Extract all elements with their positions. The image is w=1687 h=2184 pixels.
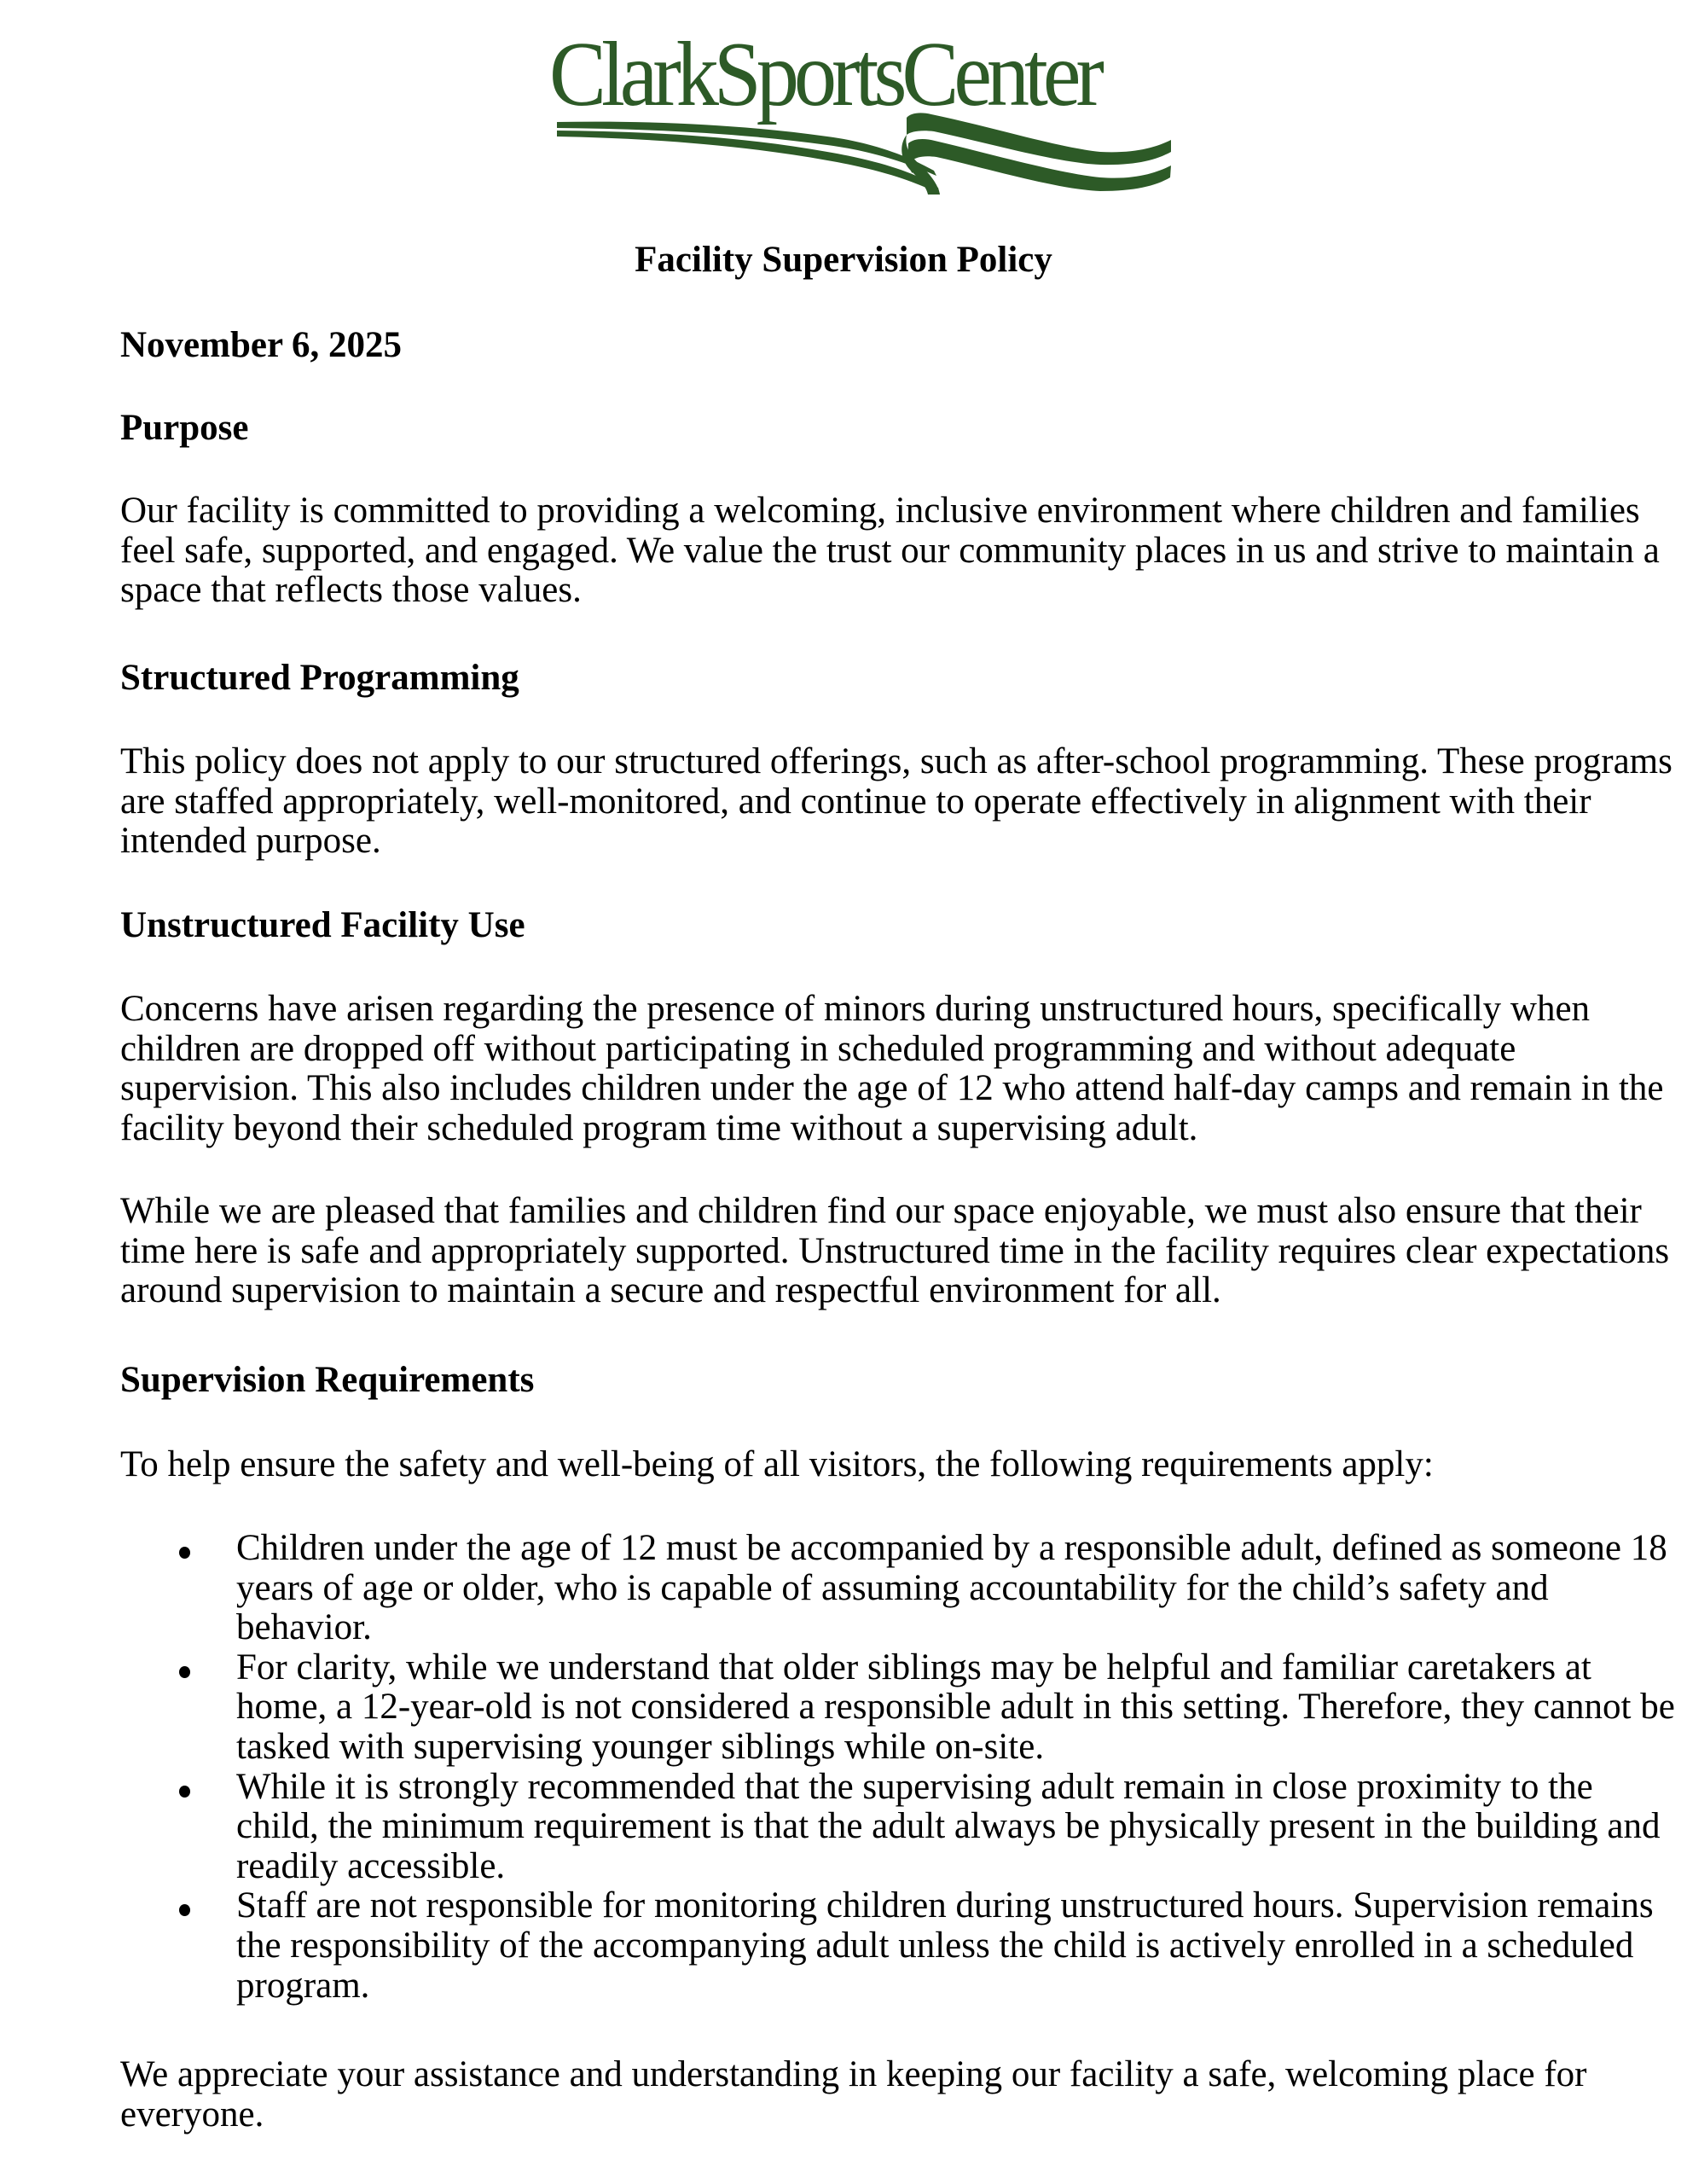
paragraph-line: space that reflects those values. xyxy=(120,570,582,611)
paragraph-line: This policy does not apply to our structured offerings, such as after-school programming. These programs xyxy=(120,741,1673,781)
section-heading-structured-programming: Structured Programming xyxy=(120,658,519,698)
supervision-requirements-intro xyxy=(120,1445,1587,1485)
list-item-line: While it is strongly recommended that the supervising adult remain in close proximity to the xyxy=(236,1766,1593,1807)
paragraph-line: Our facility is committed to providing a welcoming, inclusive environment where children and families xyxy=(120,491,1640,531)
section-heading-purpose: Purpose xyxy=(120,408,249,448)
document-date: November 6, 2025 xyxy=(120,325,403,365)
logo-swoosh-icon xyxy=(546,24,1177,229)
list-item-line: Staff are not responsible for monitoring children during unstructured hours. Supervision remains xyxy=(236,1885,1654,1926)
list-item-line: readily accessible. xyxy=(236,1845,506,1886)
list-item-line: For clarity, while we understand that older siblings may be helpful and familiar caretakers at xyxy=(236,1647,1591,1687)
unstructured-use-paragraph-2 xyxy=(120,1191,1670,1311)
bullet-icon xyxy=(179,1886,191,1926)
document-title: Facility Supervision Policy xyxy=(635,240,1052,280)
list-item-line: behavior. xyxy=(236,1607,372,1648)
paragraph-line: are staffed appropriately, well-monitored, and continue to operate effectively in alignment with their xyxy=(120,781,1591,822)
section-heading-unstructured-facility-use: Unstructured Facility Use xyxy=(120,905,525,945)
closing-paragraph xyxy=(120,2055,1587,2135)
bullet-icon xyxy=(179,1768,191,1808)
list-item-line: years of age or older, who is capable of assuming accountability for the child’s safety and xyxy=(236,1567,1549,1608)
bullet-icon xyxy=(179,1648,191,1688)
supervision-requirements-list xyxy=(120,1528,1675,2006)
list-item xyxy=(120,1647,1675,1768)
list-item xyxy=(120,1766,1661,1887)
paragraph-line: To help ensure the safety and well-being of all visitors, the following requirements apply: xyxy=(120,1444,1434,1484)
section-heading-supervision-requirements: Supervision Requirements xyxy=(120,1360,535,1400)
list-item xyxy=(120,1528,1667,1648)
logo-wordmark: ClarkSportsCenter xyxy=(549,24,1099,125)
paragraph-line: Concerns have arisen regarding the presence of minors during unstructured hours, specifically when xyxy=(120,989,1591,1029)
purpose-paragraph xyxy=(120,491,1660,611)
structured-programming-paragraph xyxy=(120,741,1673,862)
paragraph-line: facility beyond their scheduled program time without a supervising adult. xyxy=(120,1107,1198,1148)
paragraph-line: time here is safe and appropriately supported. Unstructured time in the facility requires clear expectations xyxy=(120,1230,1670,1271)
paragraph-line: supervision. This also includes children under the age of 12 who attend half-day camps and remain in the xyxy=(120,1068,1664,1109)
paragraph-line: everyone. xyxy=(120,2094,264,2135)
list-item-line: the responsibility of the accompanying adult unless the child is actively enrolled in a scheduled xyxy=(236,1925,1634,1966)
paragraph-line: feel safe, supported, and engaged. We value the trust our community places in us and strive to maintain a xyxy=(120,530,1660,571)
list-item-line: Children under the age of 12 must be accompanied by a responsible adult, defined as someone 18 xyxy=(236,1528,1667,1568)
list-item xyxy=(120,1885,1654,2006)
list-item-line: home, a 12-year-old is not considered a responsible adult in this setting. Therefore, they cannot be xyxy=(236,1687,1675,1728)
bullet-icon xyxy=(179,1529,191,1569)
paragraph-line: around supervision to maintain a secure and respectful environment for all. xyxy=(120,1270,1221,1311)
list-item-line: child, the minimum requirement is that the adult always be physically present in the building and xyxy=(236,1806,1661,1847)
clark-sports-center-logo xyxy=(546,24,1177,229)
list-item-line: tasked with supervising younger siblings while on-site. xyxy=(236,1726,1045,1767)
paragraph-line: While we are pleased that families and children find our space enjoyable, we must also ensure that their xyxy=(120,1191,1642,1231)
list-item-line: program. xyxy=(236,1965,370,2006)
paragraph-line: intended purpose. xyxy=(120,821,381,862)
unstructured-use-paragraph-1 xyxy=(120,989,1664,1148)
paragraph-line: We appreciate your assistance and understanding in keeping our facility a safe, welcoming place for xyxy=(120,2054,1587,2094)
paragraph-line: children are dropped off without participating in scheduled programming and without adequate xyxy=(120,1028,1516,1069)
